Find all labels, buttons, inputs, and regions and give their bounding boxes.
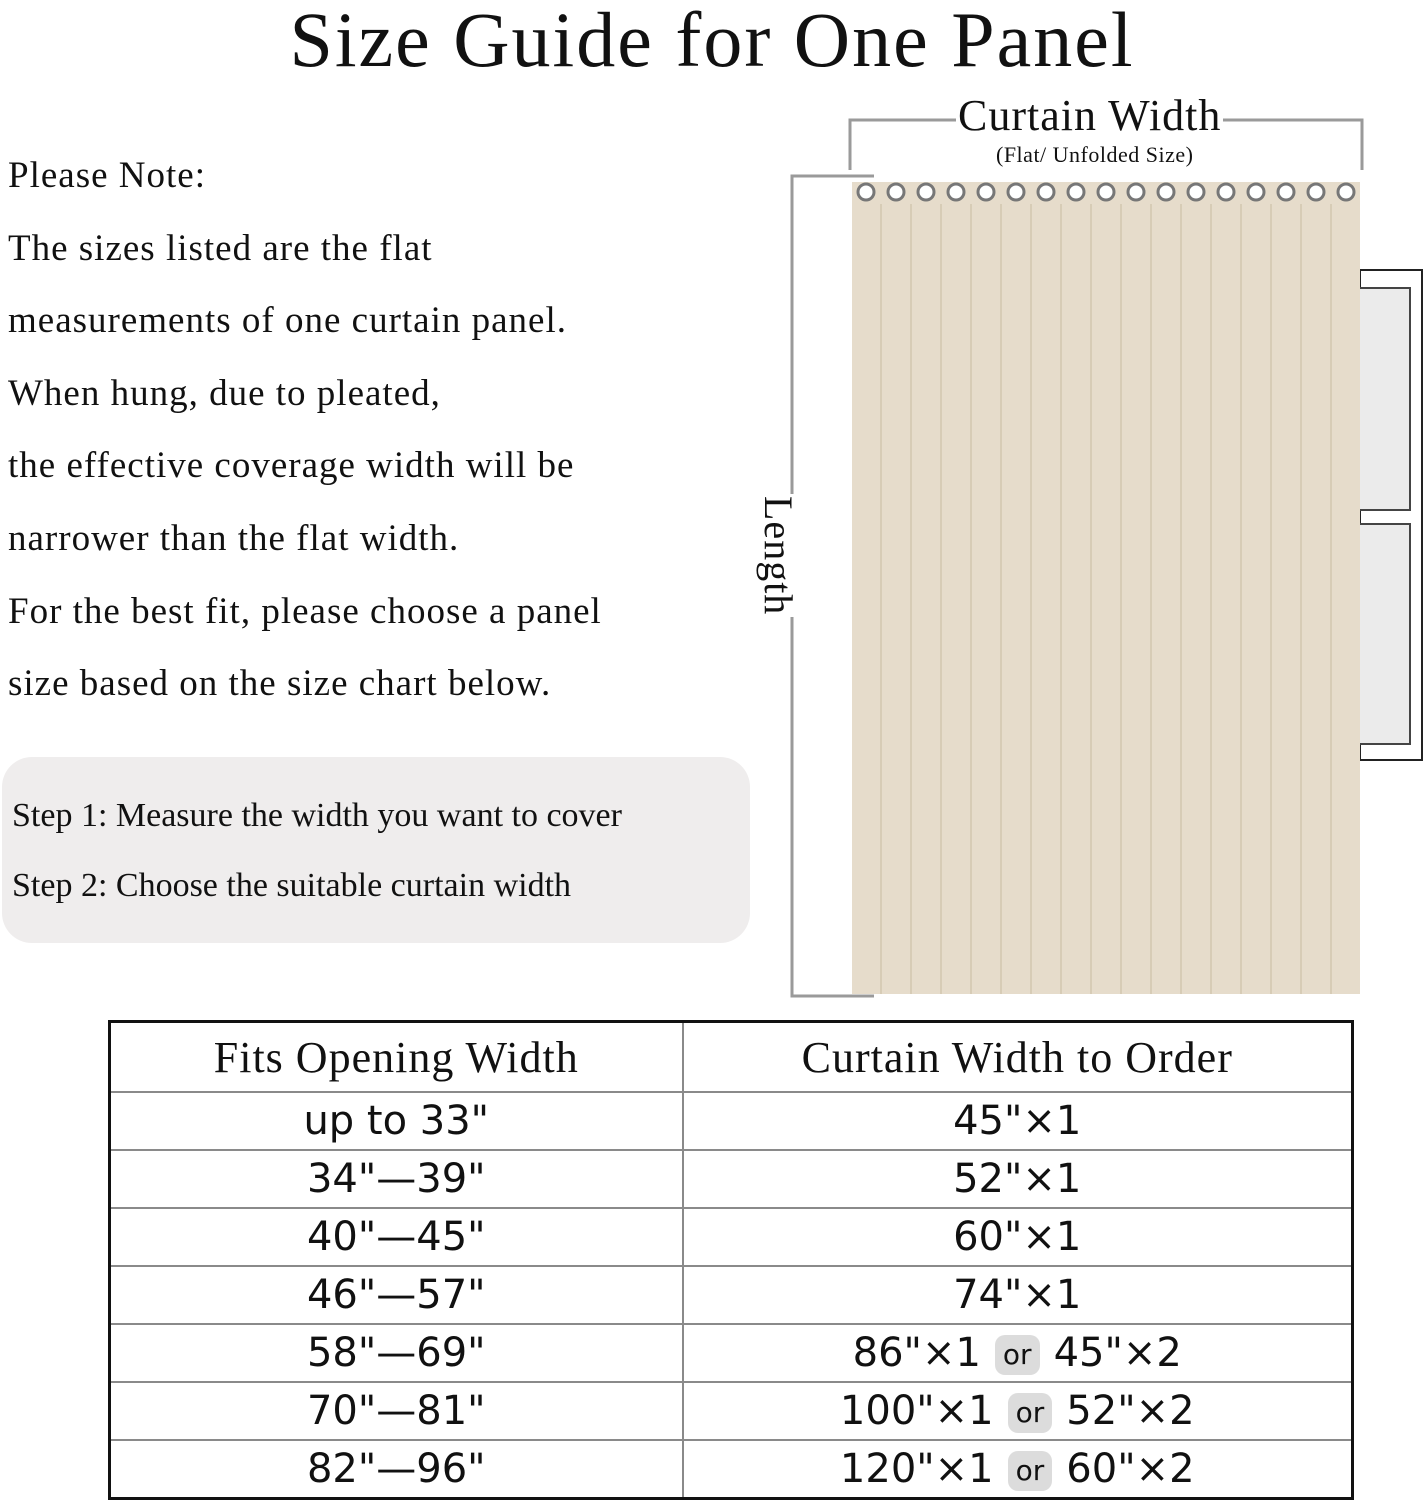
opening-width-cell: 34"—39" xyxy=(110,1150,683,1208)
or-badge: or xyxy=(995,1335,1040,1375)
grommet xyxy=(1008,184,1024,200)
header-fits-opening-width: Fits Opening Width xyxy=(110,1022,683,1093)
window-frame xyxy=(1358,270,1422,760)
curtain-width-cell xyxy=(683,1324,1353,1382)
or-badge: or xyxy=(1008,1393,1053,1433)
grommet xyxy=(1248,184,1264,200)
steps-box xyxy=(2,757,750,943)
note-line: measurements of one curtain panel. xyxy=(8,300,567,342)
alt-order-width-value: 60"×2 xyxy=(1066,1446,1195,1492)
grommet xyxy=(1068,184,1084,200)
curtain-width-cell xyxy=(683,1150,1353,1208)
opening-width-cell: 82"—96" xyxy=(110,1440,683,1499)
grommet xyxy=(978,184,994,200)
size-chart-table xyxy=(108,1020,1354,1500)
note-text-block xyxy=(8,140,768,721)
or-badge: or xyxy=(1008,1451,1053,1491)
table-header-row xyxy=(110,1022,1353,1093)
order-width-value: 74"×1 xyxy=(953,1272,1082,1318)
table-row xyxy=(110,1266,1353,1324)
grommet xyxy=(1338,184,1354,200)
grommet xyxy=(1128,184,1144,200)
note-line: For the best fit, please choose a panel xyxy=(8,590,602,632)
grommet xyxy=(1038,184,1054,200)
opening-width-cell: 40"—45" xyxy=(110,1208,683,1266)
table-row xyxy=(110,1208,1353,1266)
curtain-width-cell xyxy=(683,1208,1353,1266)
table-row xyxy=(110,1440,1353,1499)
order-width-value: 120"×1 xyxy=(839,1446,994,1492)
note-line: narrower than the flat width. xyxy=(8,517,460,559)
note-heading: Please Note: xyxy=(8,155,206,196)
alt-order-width-value: 45"×2 xyxy=(1053,1330,1182,1376)
note-line: size based on the size chart below. xyxy=(8,663,552,705)
length-label: Length xyxy=(756,496,801,616)
table-row xyxy=(110,1324,1353,1382)
order-width-value: 45"×1 xyxy=(953,1098,1082,1144)
note-line: When hung, due to pleated, xyxy=(8,372,441,414)
curtain-width-label: Curtain Width xyxy=(958,91,1222,140)
opening-width-cell: 58"—69" xyxy=(110,1324,683,1382)
grommet xyxy=(918,184,934,200)
grommet xyxy=(1278,184,1294,200)
table-row xyxy=(110,1092,1353,1150)
curtain-illustration xyxy=(760,80,1424,1020)
curtain-width-sublabel: (Flat/ Unfolded Size) xyxy=(996,142,1194,167)
page-title: Size Guide for One Panel xyxy=(289,0,1135,83)
note-line: The sizes listed are the flat xyxy=(8,227,433,269)
length-label-wrap xyxy=(756,494,820,644)
note-line: the effective coverage width will be xyxy=(8,445,575,487)
alt-order-width-value: 52"×2 xyxy=(1066,1388,1195,1434)
curtain-panel xyxy=(852,182,1360,994)
table-row xyxy=(110,1382,1353,1440)
step-1-text: Step 1: Measure the width you want to cover xyxy=(12,797,622,834)
header-curtain-width-to-order: Curtain Width to Order xyxy=(683,1022,1353,1093)
curtain-diagram xyxy=(756,80,1424,1020)
step-2-text: Step 2: Choose the suitable curtain width xyxy=(12,867,572,904)
grommet xyxy=(888,184,904,200)
curtain-width-cell xyxy=(683,1092,1353,1150)
grommet xyxy=(1218,184,1234,200)
grommet xyxy=(1158,184,1174,200)
opening-width-cell: 46"—57" xyxy=(110,1266,683,1324)
curtain-width-cell xyxy=(683,1440,1353,1499)
opening-width-cell: 70"—81" xyxy=(110,1382,683,1440)
grommet xyxy=(1188,184,1204,200)
order-width-value: 52"×1 xyxy=(953,1156,1082,1202)
grommet xyxy=(1098,184,1114,200)
opening-width-cell: up to 33" xyxy=(110,1092,683,1150)
table-row xyxy=(110,1150,1353,1208)
grommet xyxy=(1308,184,1324,200)
curtain-width-cell xyxy=(683,1382,1353,1440)
order-width-value: 60"×1 xyxy=(953,1214,1082,1260)
order-width-value: 100"×1 xyxy=(839,1388,994,1434)
curtain-width-cell xyxy=(683,1266,1353,1324)
grommet-row xyxy=(858,184,1354,200)
grommet xyxy=(858,184,874,200)
order-width-value: 86"×1 xyxy=(852,1330,981,1376)
grommet xyxy=(948,184,964,200)
